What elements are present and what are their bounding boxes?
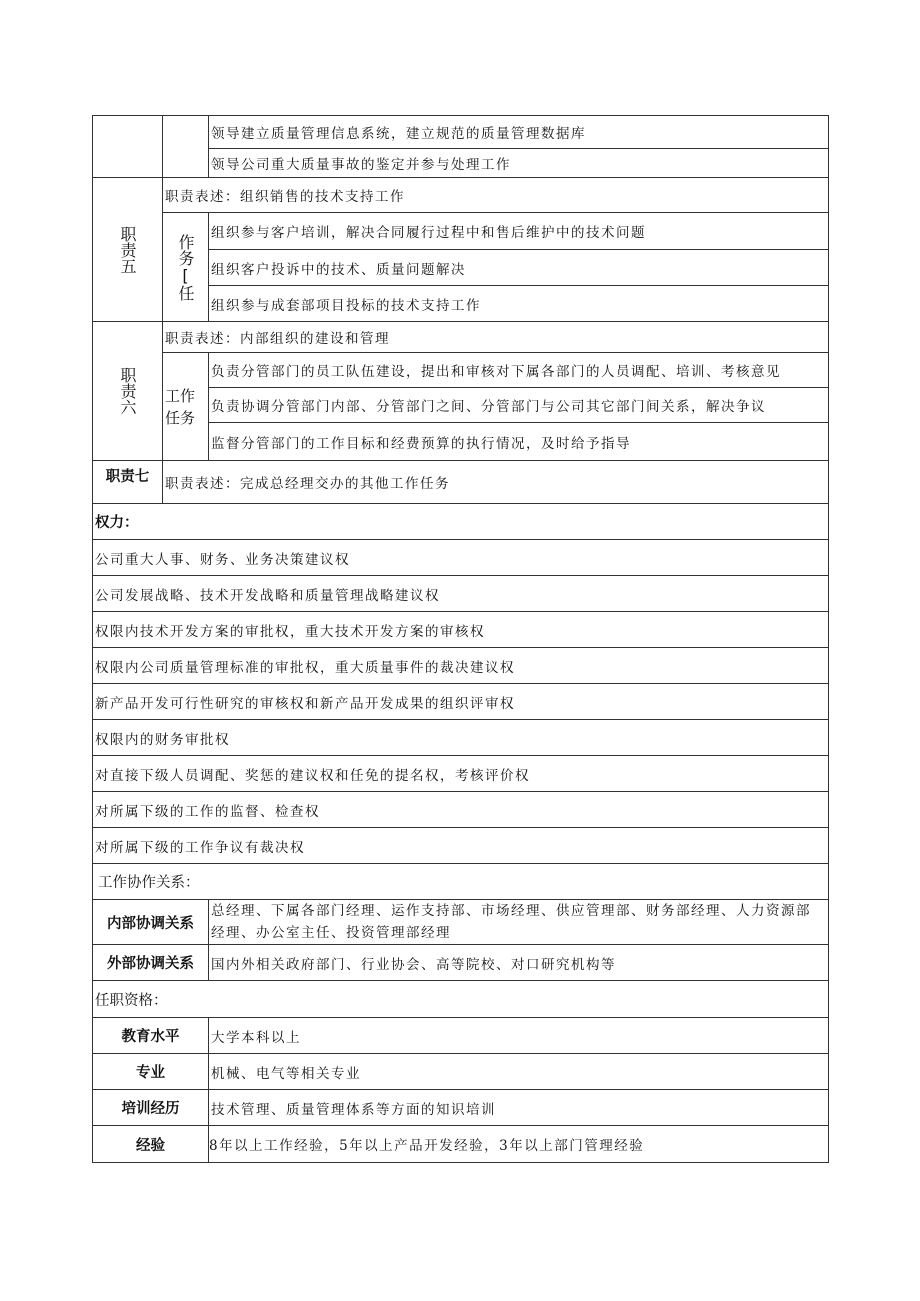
duty5-task: 组织参与成套部项目投标的技术支持工作 bbox=[208, 285, 829, 322]
duty4-task: 领导建立质量管理信息系统，建立规范的质量管理数据库 bbox=[208, 115, 829, 149]
education-label: 教育水平 bbox=[92, 1017, 209, 1054]
power-item: 权限内技术开发方案的审批权，重大技术开发方案的审核权 bbox=[92, 611, 829, 648]
relations-title: 工作协作关系： bbox=[92, 863, 829, 900]
internal-relations-value: 总经理、下属各部门经理、运作支持部、市场经理、供应管理部、财务部经理、人力资源部经理、办公室主任、投资管理部经理 bbox=[208, 899, 829, 945]
power-item: 对所属下级的工作争议有裁决权 bbox=[92, 827, 829, 864]
duty6-task-label-cell bbox=[162, 352, 209, 461]
experience-value: 8年以上工作经验，5年以上产品开发经验，3年以上部门管理经验 bbox=[208, 1125, 829, 1163]
training-label: 培训经历 bbox=[92, 1089, 209, 1126]
power-item: 权限内的财务审批权 bbox=[92, 719, 829, 756]
duty5-label: 职责五 bbox=[92, 177, 163, 322]
duty5-task: 组织参与客户培训，解决合同履行过程中和售后维护中的技术问题 bbox=[208, 212, 829, 250]
duty7-desc: 职责表述：完成总经理交办的其他工作任务 bbox=[162, 460, 829, 504]
power-item: 对直接下级人员调配、奖惩的建议权和任免的提名权，考核评价权 bbox=[92, 755, 829, 792]
duty4-task-label-cell bbox=[162, 115, 209, 178]
power-item: 公司重大人事、财务、业务决策建议权 bbox=[92, 539, 829, 576]
duty6-label: 职责六 bbox=[92, 321, 163, 461]
power-item: 公司发展战略、技术开发战略和质量管理战略建议权 bbox=[92, 575, 829, 612]
duty5-task: 组织客户投诉中的技术、质量问题解决 bbox=[208, 249, 829, 286]
education-value: 大学本科以上 bbox=[208, 1017, 829, 1054]
duty6-task: 监督分管部门的工作目标和经费预算的执行情况，及时给予指导 bbox=[208, 422, 829, 461]
duty6-task-label: 工作任务 bbox=[165, 386, 196, 427]
power-item: 对所属下级的工作的监督、检查权 bbox=[92, 791, 829, 828]
major-label: 专业 bbox=[92, 1053, 209, 1090]
powers-title: 权力： bbox=[92, 503, 829, 540]
major-value: 机械、电气等相关专业 bbox=[208, 1053, 829, 1090]
duty6-task: 负责协调分管部门内部、分管部门之间、分管部门与公司其它部门间关系，解决争议 bbox=[208, 387, 829, 423]
duty6-task: 负责分管部门的员工队伍建设，提出和审核对下属各部门的人员调配、培训、考核意见 bbox=[208, 352, 829, 388]
duty4-task: 领导公司重大质量事故的鉴定并参与处理工作 bbox=[208, 148, 829, 178]
power-item: 新产品开发可行性研究的审核权和新产品开发成果的组织评审权 bbox=[92, 683, 829, 720]
duty6-desc: 职责表述：内部组织的建设和管理 bbox=[162, 321, 829, 353]
power-item: 权限内公司质量管理标准的审批权，重大质量事件的裁决建议权 bbox=[92, 647, 829, 684]
duty5-desc: 职责表述：组织销售的技术支持工作 bbox=[162, 177, 829, 213]
duty7-label: 职责七 bbox=[92, 460, 163, 504]
internal-relations-label: 内部协调关系 bbox=[92, 899, 209, 945]
experience-label: 经验 bbox=[92, 1125, 209, 1163]
duty5-task-label: 作务[任 bbox=[162, 212, 209, 322]
qualifications-title: 任职资格： bbox=[92, 980, 829, 1018]
training-value: 技术管理、质量管理体系等方面的知识培训 bbox=[208, 1089, 829, 1126]
external-relations-label: 外部协调关系 bbox=[92, 944, 209, 981]
external-relations-value: 国内外相关政府部门、行业协会、高等院校、对口研究机构等 bbox=[208, 944, 829, 981]
duty4-label-cell bbox=[92, 115, 163, 178]
